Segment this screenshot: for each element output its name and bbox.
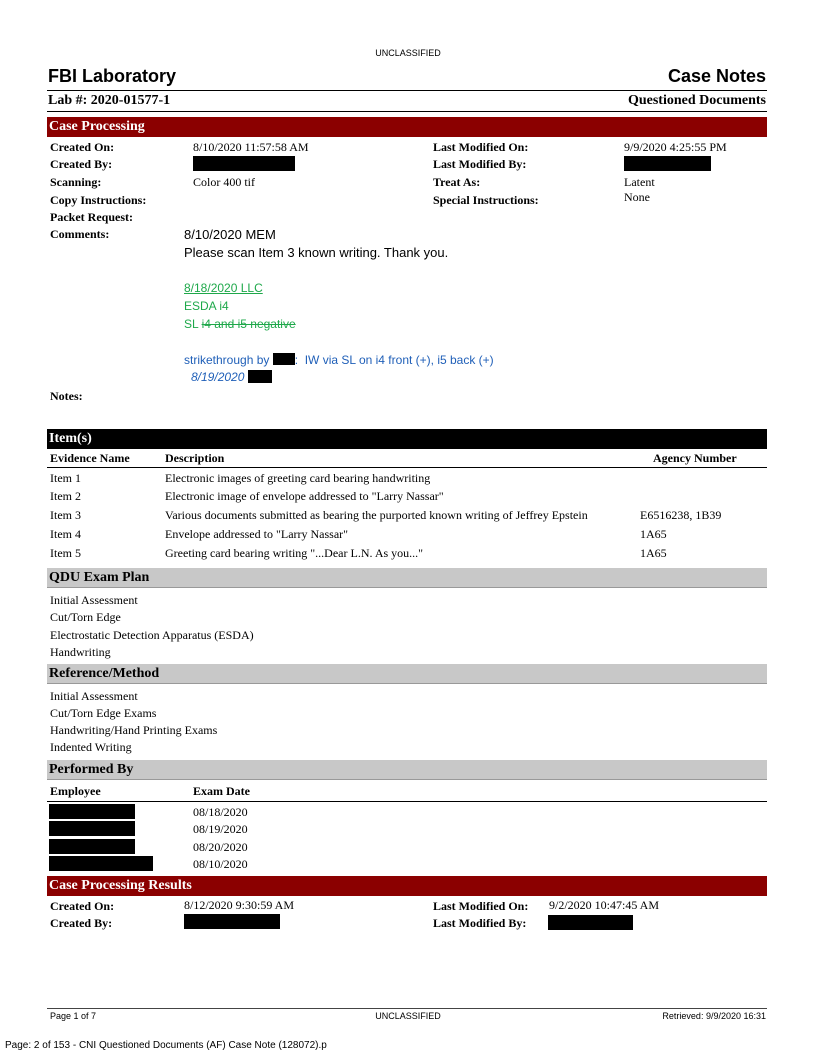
item-description: Electronic image of envelope addressed to "Larry Nassar" <box>165 489 444 503</box>
exam-date: 08/10/2020 <box>193 857 248 871</box>
comment-green-sl <box>184 317 296 331</box>
last-modified-on-value: 9/9/2020 4:25:55 PM <box>624 140 727 154</box>
redaction <box>49 839 135 854</box>
col-exam-date: Exam Date <box>193 784 250 798</box>
notes-label: Notes: <box>50 389 83 403</box>
item-name: Item 1 <box>50 471 81 485</box>
results-header: Case Processing Results <box>47 876 767 896</box>
col-evidence-name: Evidence Name <box>50 451 130 465</box>
created-by-label: Created By: <box>50 157 113 171</box>
footer-retrieved: Retrieved: 9/9/2020 16:31 <box>662 1011 766 1021</box>
comment-line: 8/10/2020 MEM <box>184 227 276 242</box>
redaction <box>248 370 272 383</box>
lab-name: FBI Laboratory <box>48 66 177 86</box>
item-description: Envelope addressed to "Larry Nassar" <box>165 527 349 541</box>
reference-method-header: Reference/Method <box>47 664 767 684</box>
exam-plan-entry: Handwriting <box>50 645 111 659</box>
item-name: Item 5 <box>50 546 81 560</box>
top-classification: UNCLASSIFIED <box>375 48 441 58</box>
col-description: Description <box>165 451 225 465</box>
item-agency: E6516238, 1B39 <box>640 508 722 522</box>
items-rule <box>47 467 767 468</box>
lab-number: Lab #: 2020-01577-1 <box>48 93 171 108</box>
redaction <box>273 353 295 365</box>
footer-page: Page 1 of 7 <box>50 1011 97 1021</box>
case-processing-header: Case Processing <box>47 117 767 137</box>
redaction <box>49 804 135 819</box>
item-description: Various documents submitted as bearing the purported known writing of Jeffrey Epstein <box>165 508 588 522</box>
exam-date: 08/19/2020 <box>193 822 248 836</box>
results-last-modified-on-label: Last Modified On: <box>433 899 529 913</box>
footer-rule <box>47 1008 767 1009</box>
col-employee: Employee <box>50 784 101 798</box>
footer-classification: UNCLASSIFIED <box>375 1011 441 1021</box>
copy-instructions-label: Copy Instructions: <box>50 193 147 207</box>
exam-date: 08/18/2020 <box>193 805 248 819</box>
comment-blue-prefix: strikethrough by <box>184 353 273 367</box>
header-rule <box>47 90 767 91</box>
comments-label: Comments: <box>50 227 110 241</box>
comment-blue-text: : IW via SL on i4 front (+), i5 back (+) <box>294 353 494 367</box>
items-header: Item(s) <box>47 429 767 449</box>
results-last-modified-by-label: Last Modified By: <box>433 916 527 930</box>
redaction <box>548 915 633 930</box>
created-on-value: 8/10/2020 11:57:58 AM <box>193 140 309 154</box>
scanning-label: Scanning: <box>50 175 102 189</box>
reference-method-entry: Indented Writing <box>50 740 132 754</box>
item-name: Item 4 <box>50 527 81 541</box>
footer-bottom-line: Page: 2 of 153 - CNI Questioned Documents (AF) Case Note (128072).p <box>5 1040 327 1051</box>
exam-date: 08/20/2020 <box>193 840 248 854</box>
packet-request-label: Packet Request: <box>50 210 133 224</box>
comment-sl-prefix: SL <box>184 317 202 331</box>
item-description: Greeting card bearing writing "...Dear L.N. As you..." <box>165 546 424 560</box>
reference-method-entry: Initial Assessment <box>50 689 138 703</box>
comment-sl-struck: i4 and i5 negative <box>201 317 296 331</box>
redaction <box>624 156 711 171</box>
item-description: Electronic images of greeting card bearing handwriting <box>165 471 431 485</box>
comment-blue-line <box>184 353 494 367</box>
scanning-value: Color 400 tif <box>193 175 255 189</box>
results-created-by-label: Created By: <box>50 916 113 930</box>
comment-line: Please scan Item 3 known writing. Thank you. <box>184 245 449 260</box>
col-agency-number: Agency Number <box>653 451 737 465</box>
item-name: Item 3 <box>50 508 81 522</box>
redaction <box>49 821 135 836</box>
unit-name: Questioned Documents <box>627 93 766 108</box>
results-last-modified-on-value: 9/2/2020 10:47:45 AM <box>549 898 660 912</box>
item-name: Item 2 <box>50 489 81 503</box>
item-agency: 1A65 <box>640 527 667 541</box>
treat-as-label: Treat As: <box>433 175 481 189</box>
results-created-on-value: 8/12/2020 9:30:59 AM <box>184 898 295 912</box>
redaction <box>184 914 280 929</box>
doc-type: Case Notes <box>667 66 766 86</box>
redaction <box>49 856 153 871</box>
created-on-label: Created On: <box>50 140 115 154</box>
treat-as-value: Latent <box>624 175 655 189</box>
comment-green-esda: ESDA i4 <box>184 299 229 313</box>
performed-by-header: Performed By <box>47 760 767 780</box>
results-created-on-label: Created On: <box>50 899 115 913</box>
comment-blue-date-text: 8/19/2020 <box>191 370 245 384</box>
exam-plan-entry: Initial Assessment <box>50 593 138 607</box>
comment-blue-date <box>191 370 272 384</box>
exam-plan-entry: Electrostatic Detection Apparatus (ESDA) <box>50 628 254 642</box>
reference-method-entry: Handwriting/Hand Printing Exams <box>50 723 218 737</box>
last-modified-on-label: Last Modified On: <box>433 140 529 154</box>
last-modified-by-label: Last Modified By: <box>433 157 527 171</box>
exam-plan-entry: Cut/Torn Edge <box>50 610 121 624</box>
redaction <box>193 156 295 171</box>
reference-method-entry: Cut/Torn Edge Exams <box>50 706 157 720</box>
special-instructions-label: Special Instructions: <box>433 193 539 207</box>
exam-plan-header: QDU Exam Plan <box>47 568 767 588</box>
comment-green-date: 8/18/2020 LLC <box>184 281 263 295</box>
item-agency: 1A65 <box>640 546 667 560</box>
special-instructions-value: None <box>624 190 650 204</box>
performed-by-rule <box>47 801 767 802</box>
header-rule-2 <box>47 111 767 112</box>
